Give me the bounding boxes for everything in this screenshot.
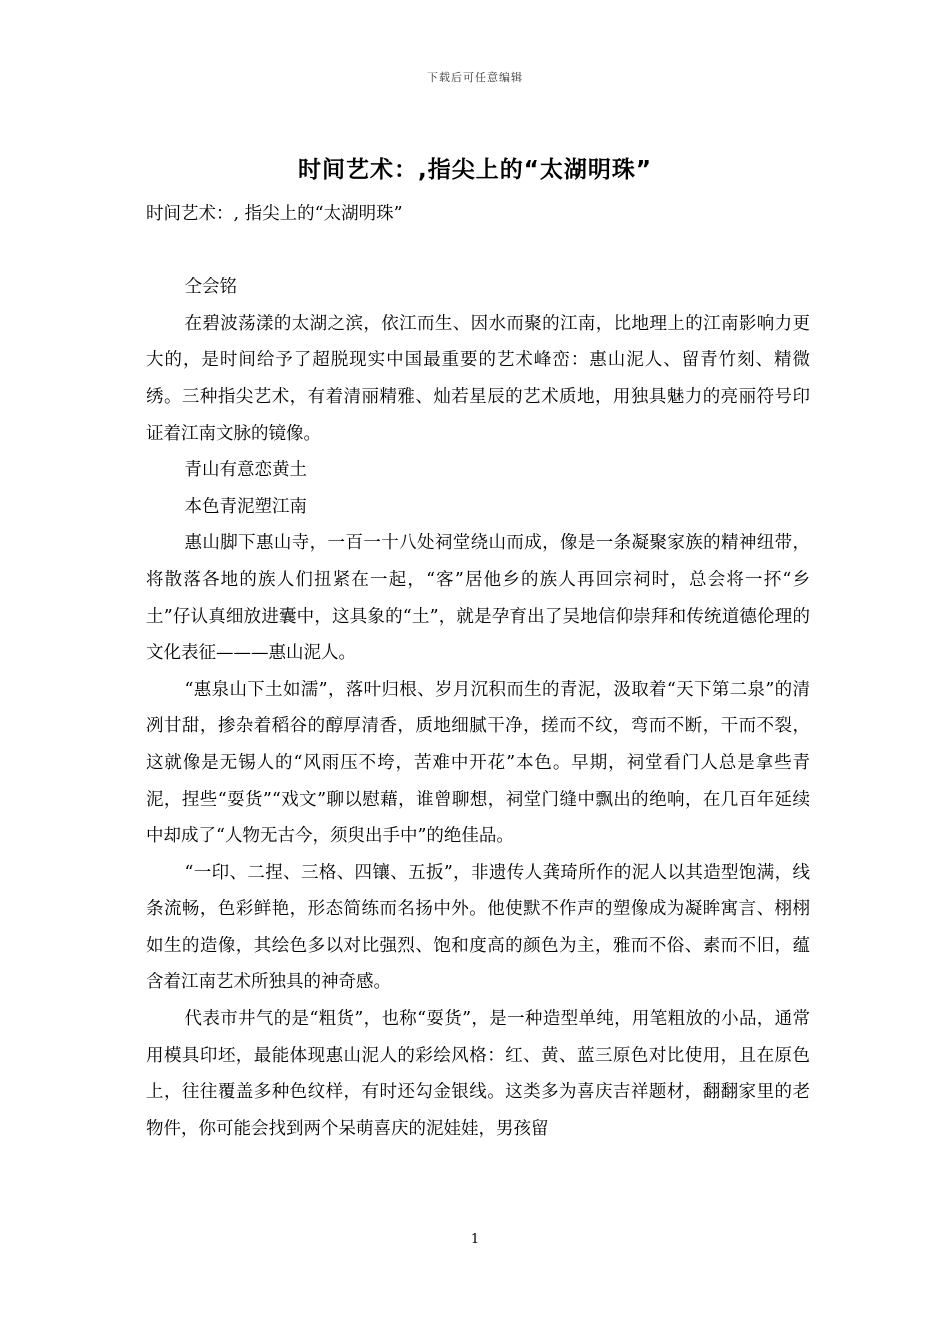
document-title: 时间艺术：,指尖上的“太湖明珠” (298, 157, 652, 183)
section-heading-line-1: 青山有意恋黄土 (184, 460, 307, 481)
blank-line (146, 233, 810, 270)
paragraph: 代表市井气的是“粗货”，也称“耍货”，是一种造型单纯，用笔粗放的小品，通常用模具印坯，最能体现惠山泥人的彩绘风格：红、黄、蓝三原色对比使用，且在原色上，往往覆盖多种色纹样，有时还勾金银线。这类多为喜庆吉祥题材，翻翻家里的老物件，你可能会找到两个呆萌喜庆的泥娃娃，男孩留 (146, 1009, 810, 1139)
paragraph-intro: 在碧波荡漾的太湖之滨，依江而生、因水而聚的江南，比地理上的江南影响力更大的，是时间给予了超脱现实中国最重要的艺术峰峦：惠山泥人、留青竹刻、精微绣。三种指尖艺术，有着清丽精雅、灿若星辰的艺术质地，用独具魅力的亮丽符号印证着江南文脉的镜像。 (146, 313, 810, 444)
author-line: 仝会铭 (184, 277, 237, 298)
page-header: 下载后可任意编辑 (427, 71, 523, 84)
paragraph: “惠泉山下土如濡”，落叶归根、岁月沉积而生的青泥，汲取着“天下第二泉”的清冽甘甜，掺杂着稻谷的醇厚清香，质地细腻干净，搓而不纹，弯而不断，干而不裂，这就像是无锡人的“风雨压不垮，苦难中开花”本色。早期，祠堂看门人总是拿些青泥，捏些“耍货”“戏文”聊以慰藉，谁曾聊想，祠堂门缝中飘出的绝响，在几百年延续中却成了“人物无古今，须臾出手中”的绝佳品。 (146, 679, 810, 847)
document-body (146, 196, 810, 1147)
section-heading-line-2: 本色青泥塑江南 (184, 496, 307, 517)
page-number: 1 (470, 1232, 480, 1247)
paragraph: “一印、二捏、三格、四镶、五扳”，非遗传人龚琦所作的泥人以其造型饱满，线条流畅，色彩鲜艳，形态简练而名扬中外。他使默不作声的塑像成为凝眸寓言、栩栩如生的造像，其绘色多以对比强烈、饱和度高的颜色为主，雅而不俗、素而不旧，蕴含着江南艺术所独具的神奇感。 (146, 862, 810, 993)
paragraph: 惠山脚下惠山寺，一百一十八处祠堂绕山而成，像是一条凝聚家族的精神纽带，将散落各地的族人们扭紧在一起，“客”居他乡的族人再回宗祠时，总会将一抔“乡土”仔认真细放进囊中，这具象的“土”，就是孕育出了吴地信仰崇拜和传统道德伦理的文化表征———惠山泥人。 (146, 533, 810, 664)
document-subtitle: 时间艺术：, 指尖上的“太湖明珠” (146, 204, 403, 224)
